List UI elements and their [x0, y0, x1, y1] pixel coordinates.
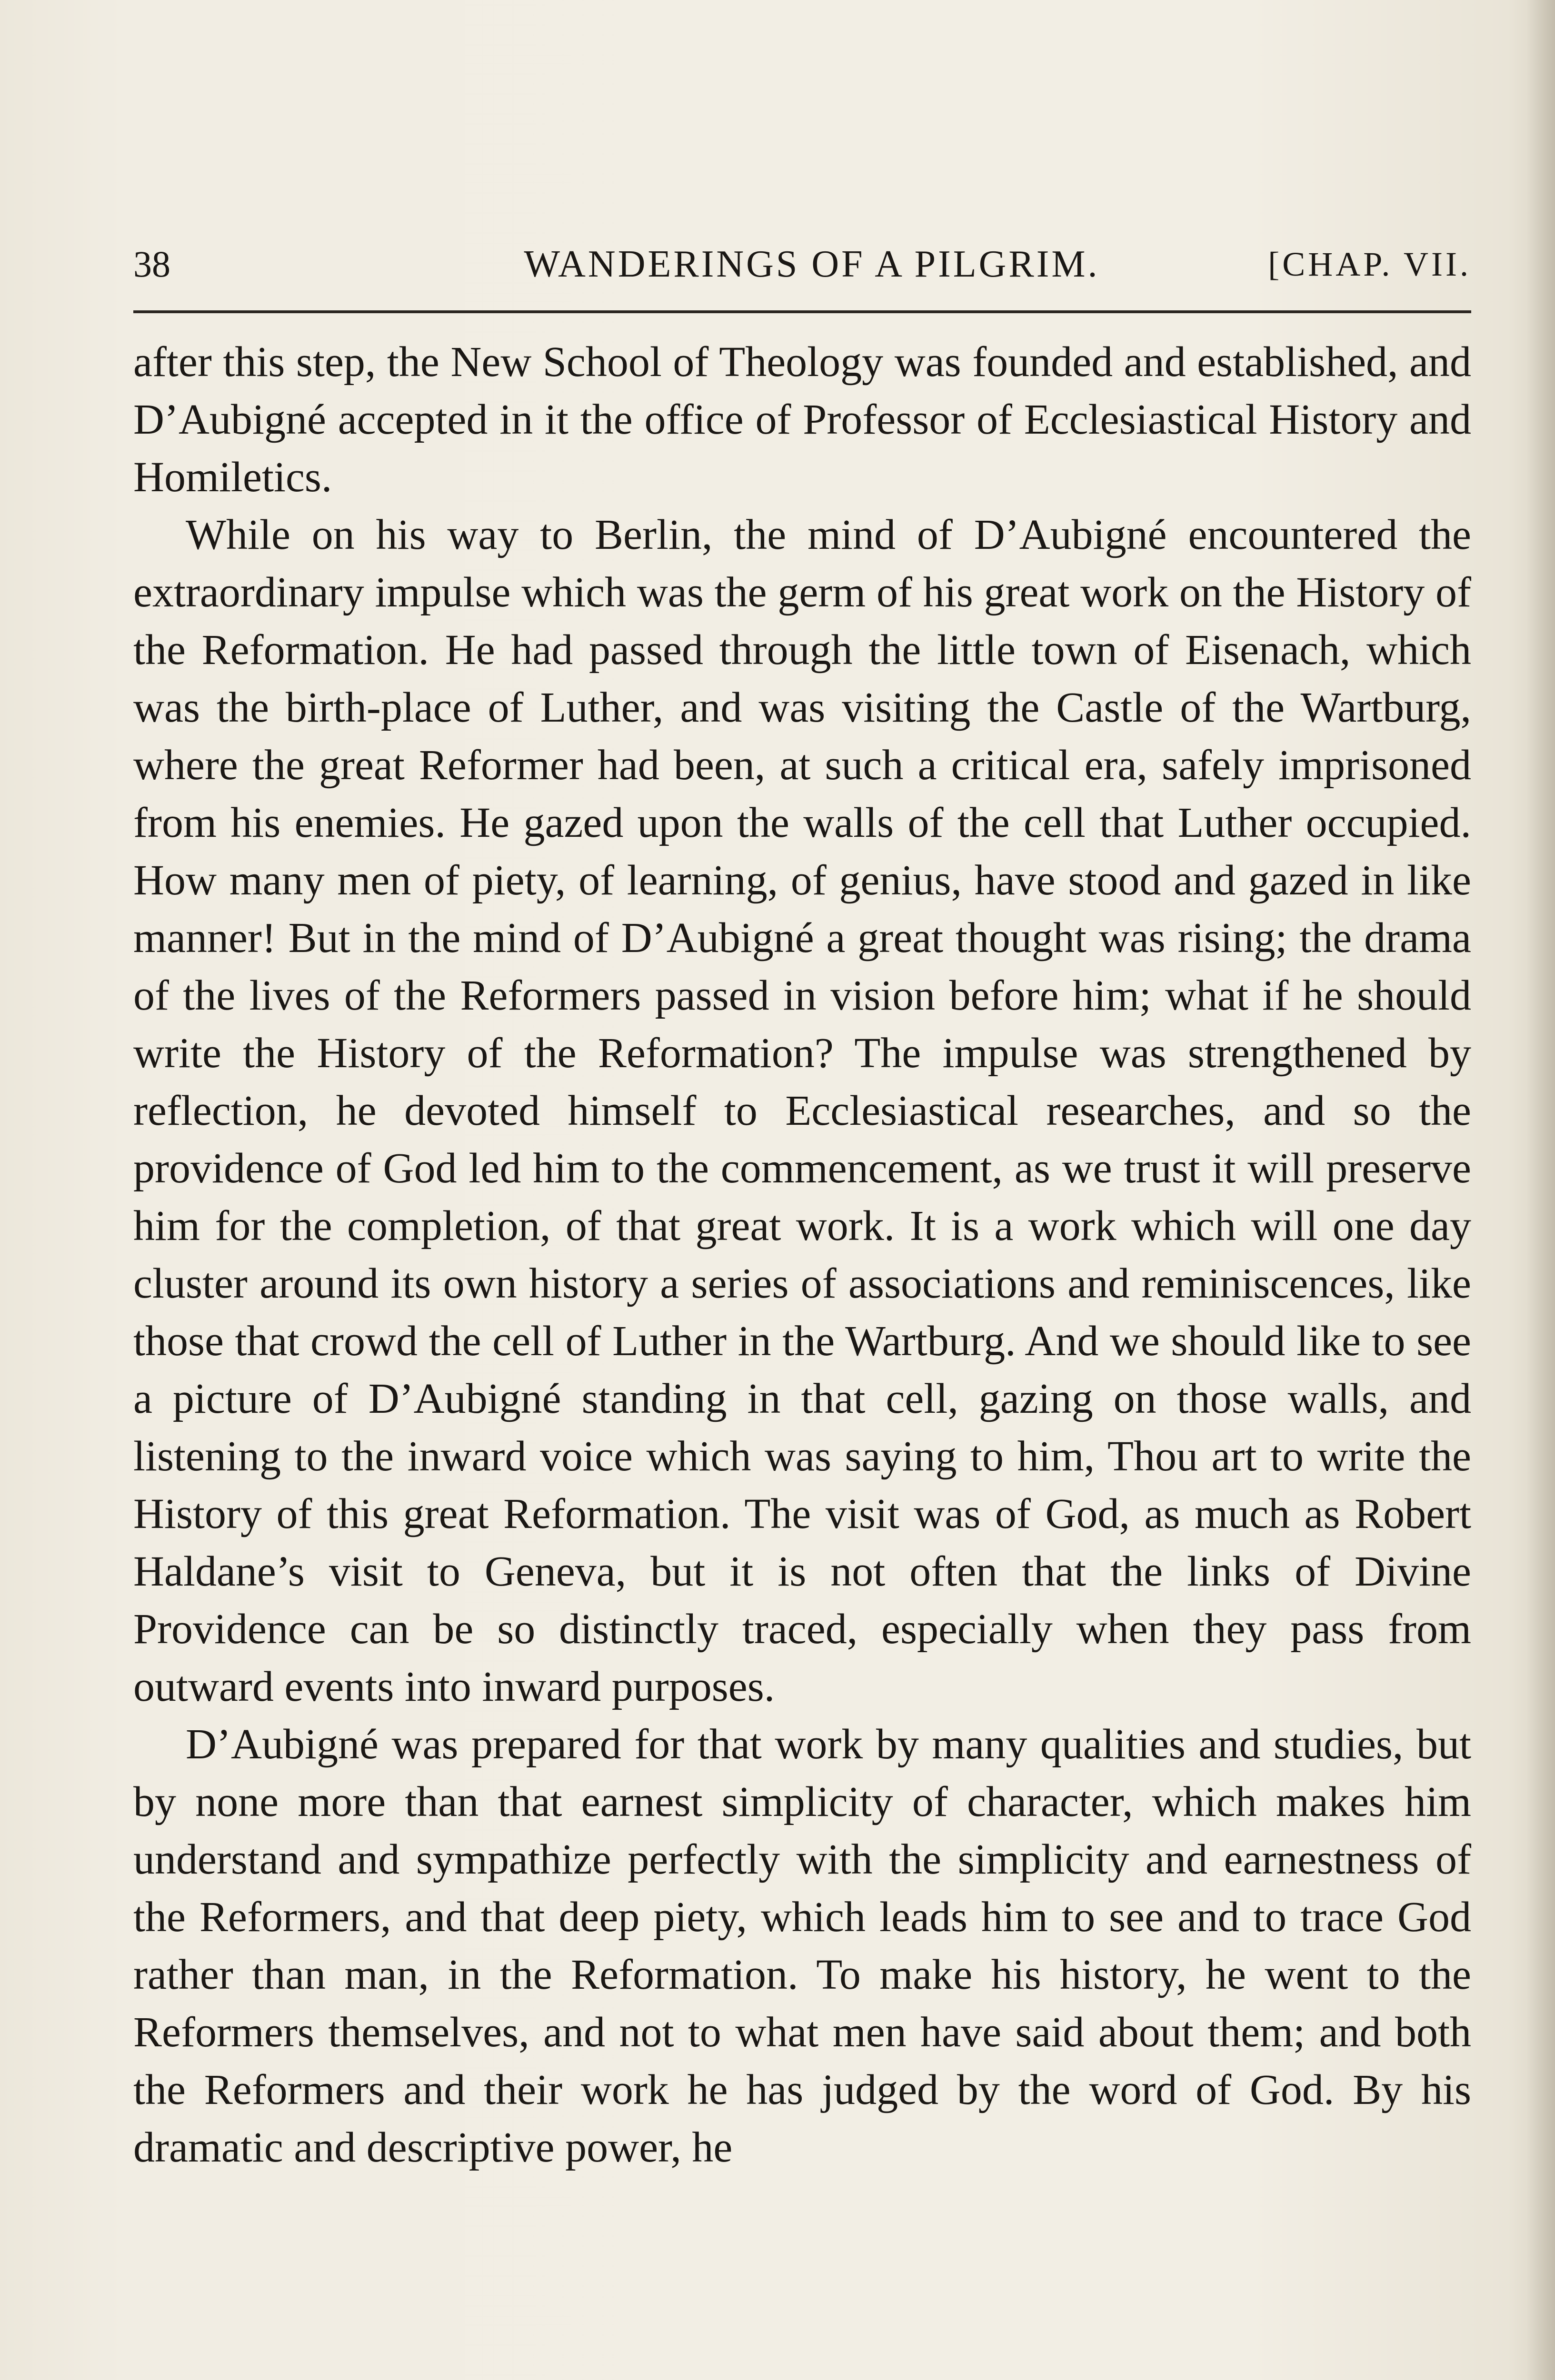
paragraph-3: D’Aubigné was prepared for that work by many qualities and studies, but by none more than that earnest simplicity of character, which makes him understand and sympathize perfectly with the simplicity and earnestness of the Reformers, and that deep piety, which leads him to see and to trace God rather than man, in the Reformation. To make his history, he went to the Reformers themselves, and not to what men have said about them; and both the Reformers and their work he has judged by the word of God. By his dramatic and descriptive power, he — [133, 1721, 1471, 2171]
running-head — [133, 238, 1471, 290]
page-edge-shadow — [1526, 0, 1555, 2380]
body-text — [133, 333, 1471, 2380]
chapter-marker: [CHAP. VII. — [1268, 245, 1471, 283]
paragraph-2: While on his way to Berlin, the mind of D’Aubigné encountered the extraordinary impulse which was the germ of his great work on the History of the Reformation. He had passed through the little town of Eisenach, which was the birth-place of Luther, and was visiting the Castle of the Wartburg, where the great Reformer had been, at such a critical era, safely imprisoned from his enemies. He gazed upon the walls of the cell that Luther occupied. How many men of piety, of learning, of genius, have stood and gazed in like manner! But in the mind of D’Aubigné a great thought was rising; the drama of the lives of the Reformers passed in vision before him; what if he should write the History of the Reformation? The impulse was strengthened by reflection, he devoted himself to Ecclesiastical researches, and so the providence of God led him to the commencement, as we trust it will preserve him for the completion, of that great work. It is a work which will one day cluster around its own history a series of associations and reminiscences, like those that crowd the cell of Luther in the Wartburg. And we should like to see a picture of D’Aubigné standing in that cell, gazing on those walls, and listening to the inward voice which was saying to him, Thou art to write the History of this great Reformation. The visit was of God, as much as Robert Haldane’s visit to Geneva, but it is not often that the links of Divine Providence can be so distinctly traced, especially when they pass from outward events into inward purposes. — [133, 511, 1471, 1710]
running-title: WANDERINGS OF A PILGRIM. — [524, 243, 1100, 285]
paragraph-1: after this step, the New School of Theology was founded and established, and D’Aubigné accepted in it the office of Professor of Ecclesiastical History and Homiletics. — [133, 338, 1471, 501]
header-rule — [133, 310, 1471, 313]
page-number: 38 — [133, 243, 170, 285]
